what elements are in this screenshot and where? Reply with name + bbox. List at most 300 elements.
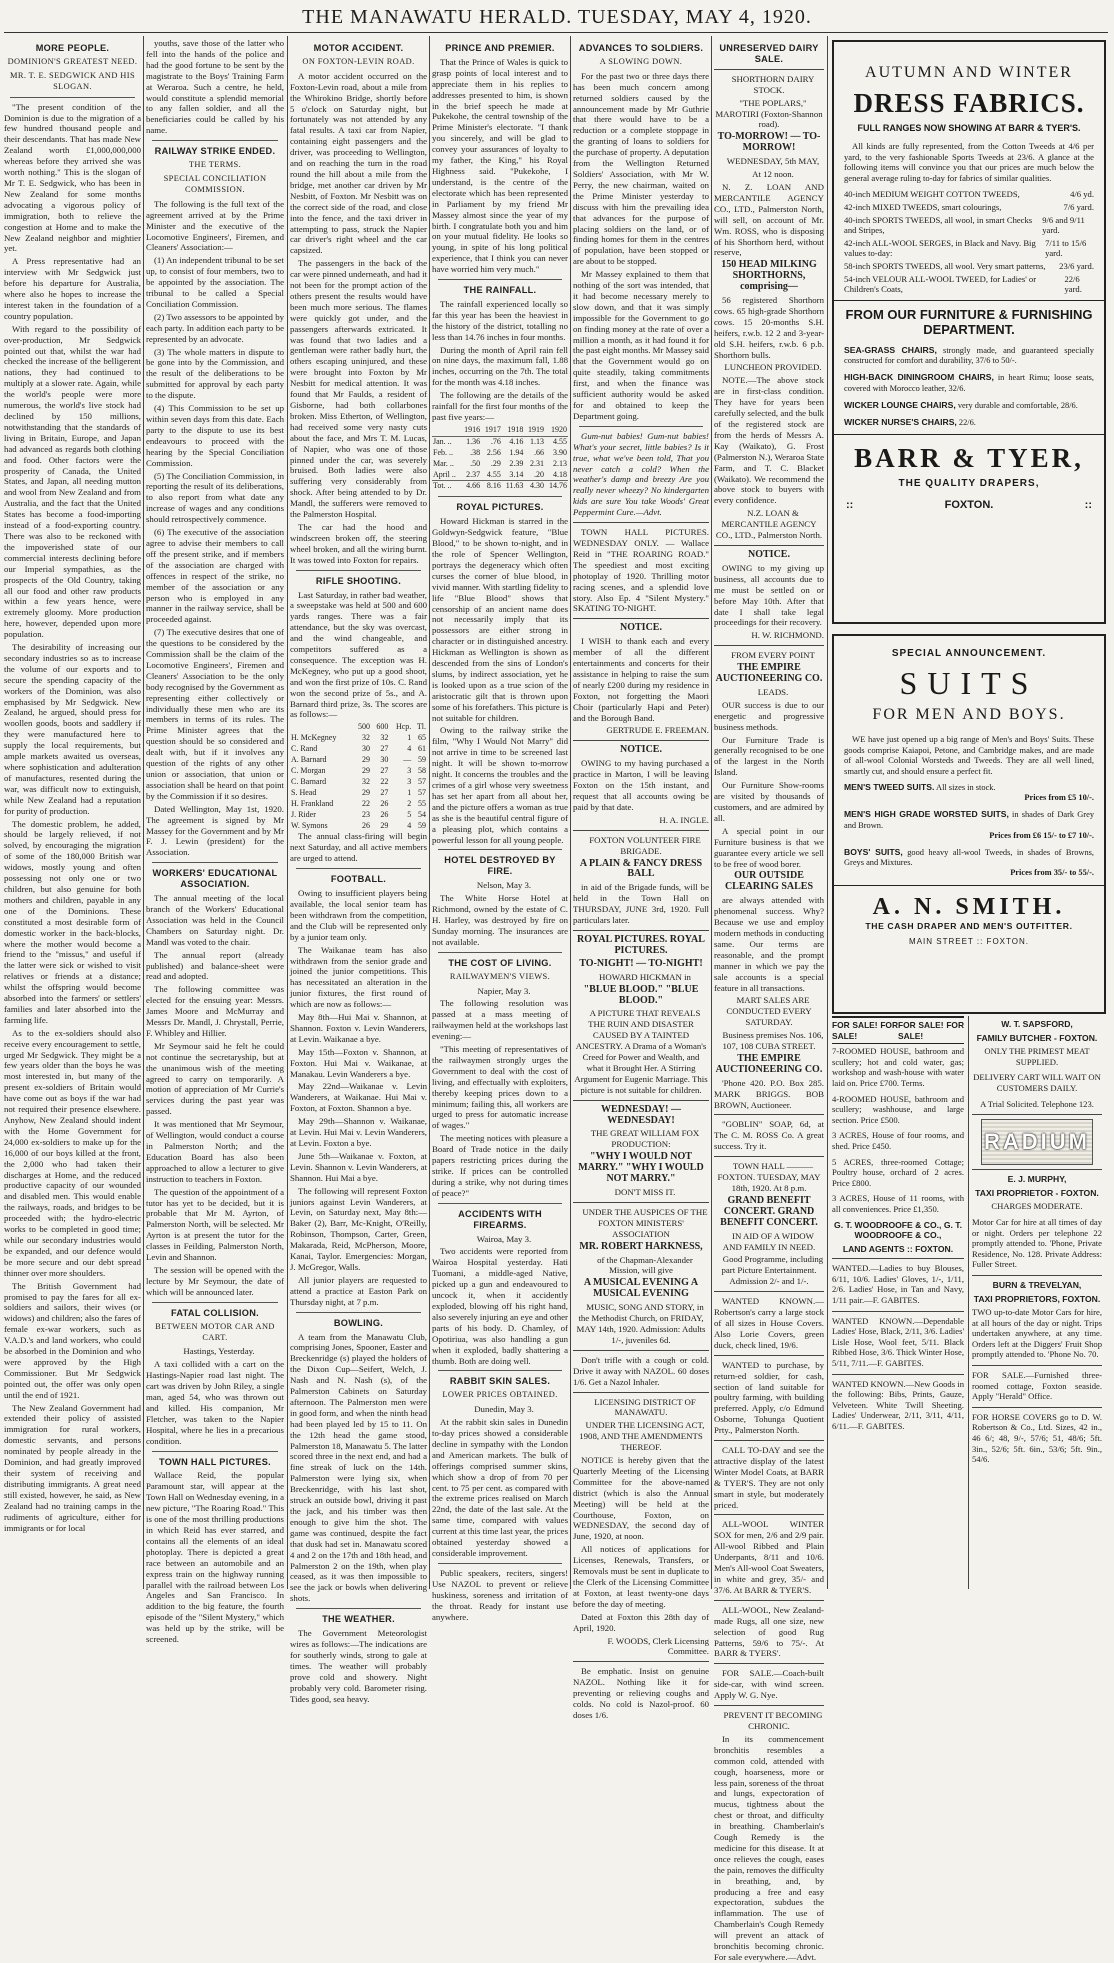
ad-headline: "BLUE BLOOD." "BLUE BLOOD.": [583, 983, 699, 1006]
paragraph: June 5th—Waikanae v. Foxton, at Levin. Shannon v. Levin Wanderers, at Shannon. Hui Mai a bye.: [290, 1150, 427, 1183]
notice-heading: NOTICE.: [620, 744, 662, 756]
price-value: 9/6 and 9/11 yard.: [1042, 215, 1085, 235]
column-divider: [429, 36, 430, 1589]
advertisement-verse: Gum-nut babies! Gum-nut babies! What's your secret, little babies? Is it true, what we've been told, That you never catch a cold? When the weather's damp and breezy Are you really never wheezy? No kindergarten kids are sure You take Woods' Great Peppermint Cure.—Advt.: [573, 430, 709, 518]
ad-headline: TO-NIGHT! — TO-NIGHT!: [579, 957, 703, 969]
ad-text: "THE POPLARS," MAROTIRI (Foxton-Shannon road).: [715, 97, 823, 130]
price-value: 23/6 yard.: [1059, 261, 1094, 271]
score-cell: 26: [380, 809, 389, 819]
ad-text: OUR success is due to our energetic and progressive business methods.: [714, 699, 824, 732]
rainfall-cell: Feb. ..: [433, 447, 453, 457]
ad-text: THE GREAT WILLIAM FOX PRODUCTION:: [590, 1128, 700, 1150]
ad-heading: SHORTHORN DAIRY STOCK.: [731, 73, 815, 95]
ad-text: 4-ROOMED HOUSE, bathroom and scullery; washhouse, and large section. Price £500.: [832, 1093, 964, 1125]
score-row: [290, 744, 427, 755]
article-headline: HOTEL DESTROYED BY FIRE.: [444, 855, 556, 877]
rainfall-cell: 3.90: [553, 447, 567, 457]
notice-subheading: UNDER THE LICENSING ACT, 1908, AND THE AMENDMENTS THEREOF.: [579, 1420, 705, 1453]
score-row: [290, 733, 427, 744]
column-4: [432, 38, 568, 1622]
ad-text: Our Furniture Show-rooms are visited by thousands of customers, and are admired by all.: [714, 780, 824, 823]
price-value: 7/11 to 15/6 yard.: [1045, 238, 1087, 258]
divider: [832, 1258, 964, 1259]
article-headline: RAILWAY STRIKE ENDED.: [154, 146, 276, 157]
divider: [152, 140, 278, 141]
rainfall-header-cell: 1919: [524, 425, 545, 436]
rainfall-header-cell: [432, 425, 461, 436]
divider: [834, 885, 1104, 886]
article-subhead: THE TERMS.: [188, 160, 242, 170]
ad-text: UNDER THE AUSPICES OF THE FOXTON MINISTERS' ASSOCIATION: [582, 1206, 708, 1239]
score-cell: 26: [361, 820, 370, 830]
score-cell: 32: [380, 733, 389, 743]
score-cell: 27: [380, 744, 389, 754]
divider: [972, 1407, 1102, 1408]
score-header-cell: [290, 722, 352, 733]
paragraph: The domestic problem, he added, should be largely relieved, if not solved, by encouraging the migration of some of the 180,000 British war widows, mostly young and often possessing not only one or two children, but also genuine for both mothers and children, payable in any one of the Dominions. These constituted a most desirable form of domestic worker in the back-blocks, where the mother would become a friend to the "missus," and useful if the latter were sick or wished to visit relatives or friends at a distance; whilst the offspring would become absorbed into the farmers' or settlers' families and later absorbed into the farming life.: [4, 818, 141, 1025]
ad-headline: 150 HEAD MILKING SHORTHORNS, comprising—: [721, 259, 817, 293]
divider: [438, 279, 562, 280]
score-cell: C. Barnard: [291, 776, 327, 786]
ad-text: DON'T MISS IT.: [614, 1187, 676, 1197]
ad-text: FOR HORSE COVERS go to D. W. Robertson & Co., Ltd. Sizes, 42 in., 46 6/; 48, 9/-, 57/6; 51, 48/6; 5ft. 3in., 52/6; 5ft. 6in., 53/6; 5ft. 9in., 54/6.: [972, 1411, 1102, 1465]
brand-tagline: THE QUALITY DRAPERS,: [898, 478, 1040, 490]
divider: [972, 1365, 1102, 1366]
column-2: [146, 38, 285, 1645]
ad-headline: MR. ROBERT HARKNESS,: [579, 1240, 703, 1252]
paragraph: (7) The executive desires that one of the questions to be considered by the Commission shall be the claim of the Locomotive Engineers', Firemen and Cleaners' Association to be the only body recognised by the Government as representing either collectively or individually these men who are its members in terms of its rules. The Prime Minister agrees that the question should be so considered and dealt with, but if it involves any question of the rights of any other union or association, that union or association shall be heard on that point by the Commission if it so desires.: [146, 627, 284, 801]
price-line: [834, 189, 1104, 199]
score-cell: W. Symons: [291, 820, 328, 830]
suit-price: Prices from 35/- to 55/-.: [1010, 868, 1094, 878]
ad-text: of the Chapman-Alexander Mission, will give: [597, 1254, 693, 1276]
paragraph: Two accidents were reported from Wairoa Hospital yesterday. Hati Tuomani, a middle-aged Native, picked up a gun and endeavoured to uncock it, when it accidently exploded, blowing off his right hand, also severely injuring an eye and other parts of his body. D. Chamley, of Opotiriua, was also handling a gun when it exploded, badly shattering a thumb. Both are doing well.: [432, 1246, 568, 1366]
paragraph: "This meeting of representatives of the railwaymen strongly urges the Government to deal with the cost of living, and effectually with exploiters, thereby keeping prices down to a minimum; failing this, all workers are urged to press for automatic increase of wages.": [432, 1044, 568, 1131]
rainfall-row: [432, 448, 568, 459]
ad-text: A special point in our Furniture business is that we guarantee every article we sell to be free of wood borer.: [714, 825, 824, 869]
ad-headline: E. J. MURPHY,: [1007, 1174, 1067, 1185]
divider: [714, 1705, 824, 1706]
article-subhead: MR. T. E. SEDGWICK AND HIS SLOGAN.: [9, 70, 135, 91]
article-headline: RABBIT SKIN SALES.: [449, 1376, 551, 1387]
paragraph: The desirability of increasing our secondary industries so as to increase the volume of our exports and to secure the spending capacity of the workers of the Dominion, was also emphasised by Mr Sedgwick. New Zealand, he argued, should press for woollen goods, boots and saddlery if they were manufactured here to supply the local requirements, but ample markets awaited us overseas, where sophistication and adulteration of manufactures, resented during the war, was difficult now to extinguish, while New Zealand had a reputation for purity of production.: [4, 642, 141, 816]
furniture-name: SEA-GRASS CHAIRS,: [844, 345, 937, 355]
ad-text: Be emphatic. Insist on genuine NAZOL. Nothing like it for preventing or relieving coughs and colds. No cold is Nazol-proof. 60 doses 1/6.: [573, 1666, 709, 1720]
divider: [579, 426, 703, 427]
ad-text: ALL-WOOL, New Zealand-made Rugs, all one size, new selection of good Rug Patterns, 59/6 to 75/-. At BARR & TYERS'.: [714, 1604, 824, 1659]
rainfall-cell: April ..: [433, 469, 456, 479]
furniture-item: [834, 400, 1104, 411]
paragraph: The following are the details of the rainfall for the first four months of the past five years:—: [432, 390, 568, 422]
column-1: [4, 38, 141, 1589]
ad-text: are always attended with phenomenal success. Why? Because we use and employ modern methods in conducting same. Our terms are reasonable, and the prompt manner in which we pay the sale accounts is a special feature in all transactions.: [714, 895, 824, 993]
price-value: 4/6 yd.: [1070, 189, 1094, 199]
paragraph: May 8th—Hui Mai v. Shannon, at Shannon. Foxton v. Levin Wanderers, at Levin. Waikanae a bye.: [290, 1012, 427, 1044]
score-cell: 27: [380, 787, 389, 797]
agent-name: G. T. WOODROOFE & CO., G. T. WOODROOFE & CO.,: [834, 1219, 962, 1241]
paragraph: The following resolution was passed at a mass meeting of railwaymen held at the workshops last evening:—: [432, 998, 568, 1042]
divider: [296, 570, 421, 571]
rainfall-body: [432, 436, 568, 481]
furniture-desc: in heart Rimu; loose seats, covered with Morocco leather, 32/6.: [844, 373, 1094, 393]
suit-name: MEN'S TWEED SUITS.: [844, 782, 935, 792]
score-row: [290, 799, 427, 810]
divider: [714, 1514, 824, 1515]
paragraph: The rainfall experienced locally so far this year has been the heaviest in the history of the district, totalling no less than 14.76 inches in four months.: [432, 298, 568, 342]
score-cell: 3: [407, 776, 412, 786]
ad-text: ALL-WOOL WINTER SOX for men, 2/6 and 2/9 pair. All-wool Ribbed and Plain Underpants, 8/11 and 10/6. Men's All-wool Coat Sweaters, in white and grey, 35/- and 37/6. At BARR & TYER'S.: [714, 1519, 824, 1595]
score-cell: J. Rider: [291, 809, 316, 819]
brand-footer: [834, 493, 1104, 517]
suit-name: BOYS' SUITS,: [844, 847, 903, 858]
suit-price: Prices from £6 15/- to £7 10/-.: [989, 830, 1094, 840]
paragraph: Mr Massey explained to them that nothing of the sort was intended, that it had become necessary merely to slow down, and that it was simply impossible for the Government to go on finding money at the rate of over a million a month, as it had found it for the past eight months. Mr Massey said that the Government would go on quite steadily, taking commitments first, and when the finance was sufficient authority would be asked for and obtained to keep the Department going.: [573, 269, 709, 421]
column-divider: [827, 36, 828, 1589]
ad-text: Good Programme, including part Picture Entertainment. Admission 2/- and 1/-.: [721, 1254, 824, 1287]
dateline: Napier, May 3.: [477, 985, 531, 996]
notice-signature: GERTRUDE E. FREEMAN.: [606, 725, 709, 736]
ad-heading: LEADS.: [757, 686, 789, 697]
column-5: [573, 38, 709, 1720]
score-cell: 29: [361, 787, 370, 797]
score-cell: 54: [418, 809, 426, 819]
paragraph: The following is the full text of the agreement arrived at by the Prime Minister and the executive of the Locomotive Engineers', Firemen, and Cleaners' Association:—: [146, 198, 284, 253]
small-ads-left: [832, 1016, 964, 1589]
ad-heading: PREVENT IT BECOMING CHRONIC.: [723, 1710, 823, 1731]
paragraph: (2) Two assessors to be appointed by each party. In addition each party to be represented by an advocate.: [146, 311, 284, 344]
ad-heading: FOXTON VOLUNTEER FIRE BRIGADE.: [589, 834, 701, 856]
score-row: [290, 777, 427, 788]
advertisement-text: TOWN HALL PICTURES. WEDNESDAY ONLY. — Wallace Reid in "THE ROARING ROAD." The speediest and most exciting photoplay of 1920. Thrilling motor racing scenes, and a splendid love story. Also Ep. 4 "Silent Mystery." SKATING TO-NIGHT.: [573, 527, 709, 614]
score-body: [290, 733, 427, 831]
rainfall-cell: 4.55: [553, 436, 567, 446]
dateline: Wairoa, May 3.: [476, 1233, 532, 1244]
masthead: THE MANAWATU HERALD. TUESDAY, MAY 4, 1920.: [302, 6, 812, 28]
ad-text: DELIVERY CART WILL WAIT ON CUSTOMERS DAILY.: [973, 1072, 1101, 1093]
column-divider: [711, 36, 712, 1589]
rainfall-cell: 3.14: [509, 469, 524, 479]
score-cell: S. Head: [291, 787, 317, 797]
rainfall-cell: .66: [534, 447, 545, 457]
score-cell: 29: [361, 766, 370, 775]
price-item: 58-inch SPORTS TWEEDS, all wool. Very smart patterns,: [844, 261, 1046, 271]
article-headline: THE RAINFALL.: [463, 285, 537, 296]
paragraph: A team from the Manawatu Club, comprising Jones, Spooner, Easter and Breckenridge (s) played the holders of the Dixon Cup—Seifert, Welch, J. Nash and N. Nash (s), of the Palmerston Cabinets on Saturday afternoon. The Palmerston men were in good form, and when the ninth head had been played led by 15 to 11. On the 12th head the game stood, Palmerston 18, Manawatu 5. The latter scored three in the next end, and had a fine streak of luck on the 14th. Palmerston were lying six, when Breckenridge, with his last shot, struck an outside bowl, driving it past the jack, and his timber was then enough to give him the shot. The game was continued, despite the fact that dusk had set in. Manawatu scored 4 and 2 on the 17th and 18th head, and Palmerston 2 on the 19th, when play ceased, as it was then impossible to see the jack or bowls when delivering shots.: [290, 1331, 427, 1604]
ad-headline: WEDNESDAY! — WEDNESDAY!: [601, 1103, 681, 1126]
divider: [714, 1663, 824, 1664]
notice-text: OWING to my giving up business, all accounts due to me must be settled on or before May 10th. After that date I shall take legal proceedings for their recovery.: [714, 562, 824, 628]
suit-item: [834, 782, 1104, 803]
notice-heading: NOTICE.: [620, 622, 662, 634]
ad-text: LUNCHEON PROVIDED.: [724, 362, 822, 373]
rainfall-cell: Mar. ..: [433, 458, 454, 468]
ad-text: 3 ACRES, House of four rooms, and shed. Price £450.: [832, 1130, 964, 1151]
divider: [152, 862, 278, 863]
price-list: [834, 189, 1104, 294]
paragraph: May 29th—Shannon v. Waikanae, at Levin. Hui Mai v. Levin Wanderers, at Levin. Foxton a bye.: [290, 1116, 427, 1148]
article-subhead: A SLOWING DOWN.: [599, 56, 683, 66]
score-cell: 22: [361, 798, 370, 808]
divider: [573, 1350, 709, 1351]
suit-item: [834, 809, 1104, 841]
ad-subheadline: TAXI PROPRIETORS, FOXTON.: [973, 1293, 1101, 1304]
article-headline: ADVANCES TO SOLDIERS.: [578, 43, 704, 53]
rainfall-header-row: [432, 425, 568, 436]
article-headline: TOWN HALL PICTURES.: [158, 1456, 272, 1467]
score-cell: 1: [407, 733, 412, 743]
ad-text: CALL TO-DAY and see the attractive display of the latest Winter Model Coats, at BARR & TYER'S. They are not only smart in style, but moderately priced.: [714, 1445, 824, 1510]
article-headline: RIFLE SHOOTING.: [315, 575, 402, 586]
divider: [972, 1169, 1102, 1170]
column-6: [714, 38, 825, 1962]
ad-intro-text: WE have just opened up a big range of Men's and Boys' Suits. These goods comprise Kaiapoi, Petone, and Cambridge makes, and are made of all-wool Colonial Worsteds and Tweeds. They are all well lined, smartly cut, and should ensure a perfect fit.: [844, 734, 1094, 776]
dateline: Nelson, May 3.: [476, 880, 532, 891]
ad-signature: N.Z. LOAN & MERCANTILE AGENCY CO., LTD., Palmerston North.: [715, 508, 823, 541]
notice-text: OWING to my having purchased a practice in Marton, I will be leaving Foxton on the 15th instant, and request that all accounts owing be paid by that date.: [573, 758, 709, 812]
divider: [573, 618, 709, 619]
furniture-desc: very durable and comfortable, 28/6.: [955, 400, 1078, 410]
ad-subheadline: FAMILY BUTCHER - FOXTON.: [976, 1032, 1098, 1043]
ad-tagline: FULL RANGES NOW SHOWING AT BARR & TYER'S.: [857, 123, 1081, 133]
score-cell: 29: [361, 755, 370, 765]
brand-name: BARR & TYER,: [854, 443, 1084, 474]
furniture-name: WICKER LOUNGE CHAIRS,: [844, 399, 956, 410]
agent-place: LAND AGENTS :: FOXTON.: [842, 1243, 954, 1254]
ad-text: FOR SALE.—Coach-built side-car, with wind screen. Apply W. G. Nye.: [714, 1668, 824, 1701]
paragraph: The following will represent Foxton juniors against Levin Wanderers, at Levin, on Saturday next, May 8th:—Baker (2), Barr, Mc-Knight, O'Reilly, Robinson, Thompson, Carter, Green, Makarada, Reid, McPherson, Moore, Kanai, Taylor. Emergencies: Morgan, J. McGregor, Walls.: [290, 1185, 427, 1272]
furniture-item: [834, 417, 1104, 428]
article-subhead: BETWEEN MOTOR CAR AND CART.: [155, 1321, 275, 1342]
score-header-row: [290, 722, 427, 733]
divider: [972, 1275, 1102, 1276]
brand-place: FOXTON.: [944, 499, 994, 512]
rainfall-cell: 2.13: [553, 458, 567, 468]
price-line: [834, 274, 1104, 294]
paragraph: All junior players are requested to attend a practice at Easton Park on Thursday night, at 7 p.m.: [290, 1274, 427, 1307]
paragraph: The annual report (already published) and balance-sheet were read and adopted.: [146, 949, 284, 982]
rainfall-cell: 2.31: [530, 458, 545, 468]
divider: [573, 1661, 709, 1662]
paragraph: May 15th—Foxton v. Shannon, at Foxton. Hui Mai v. Waikanae, at Manakau. Levin Wanderers a bye.: [290, 1046, 427, 1079]
article-subhead: LOWER PRICES OBTAINED.: [442, 1390, 558, 1400]
suit-desc: in shades of Dark Grey and Brown.: [844, 810, 1095, 830]
divider: [573, 1202, 709, 1203]
divider: [714, 1440, 824, 1441]
paragraph: (1) An independent tribunal to be set up, to consist of four members, two to be appointed by the association. The tribunal to be called a Special Conciliation Commission.: [146, 255, 284, 309]
score-cell: 3: [407, 766, 412, 775]
ad-heading: FROM EVERY POINT: [731, 650, 815, 661]
ad-text: MART SALES ARE CONDUCTED EVERY SATURDAY.: [726, 995, 812, 1028]
divider: [714, 1114, 824, 1115]
ad-text: Don't trifle with a cough or cold. Drive it away with NAZOL. 60 doses 1/6. Get a Nazol Inhaler.: [573, 1354, 709, 1387]
ad-text: 5 ACRES, three-roomed Cottage; Poultry house, orchard of 2 acres. Price £800.: [832, 1156, 964, 1188]
ad-headline: "WHY I WOULD NOT MARRY." "WHY I WOULD NOT MARRY.": [578, 1151, 704, 1185]
ad-text: WANTED.—Ladies to buy Blouses, 6/11, 10/6. Ladies' Gloves, 1/-, 1/11, 2/6. Ladies' Hose, in Tan and Navy, 1/11 pair.—F. GABITES.: [832, 1263, 964, 1306]
score-cell: H. Frankland: [291, 798, 334, 808]
for-sale-label: FOR SALE! FOR SALE!: [898, 1020, 964, 1041]
brand-tagline: THE CASH DRAPER AND MEN'S OUTFITTER.: [865, 920, 1073, 931]
divider: [296, 1608, 421, 1609]
paragraph: The New Zealand Government had extended their policy of assisted immigration for rural workers, domestic servants, and persons nominated by people already in the Dominion, and had greatly improved their system of receiving and distributing immigrants. A great need still existed, however, he said, as New Zealand had no training camps in the rudiments of agriculture, either for immigrants or for local: [4, 1402, 141, 1533]
divider: [573, 930, 709, 931]
ad-text: WANTED KNOWN.—Robertson's carry a large stock of all sizes in House Covers. Also Lorie Covers, green duck, check lined, 19/6.: [714, 1296, 824, 1350]
ad-intro: [834, 141, 1104, 183]
ad-headline: A PLAIN & FANCY DRESS BALL: [579, 857, 703, 880]
score-cell: 2: [407, 798, 412, 808]
rainfall-header-cell: 1920: [545, 425, 568, 436]
paragraph: At the rabbit skin sales in Dunedin to-day prices showed a considerable decline in sympathy with the London and American markets. The bulk of offerings comprised summer skins, which show a drop of from 70 per cent. to 75 per cent. as compared with the extreme prices realised on March 22nd, the date of the last sale. At the same time, compared with values current at this time last year, the prices obtained yesterday showed a considerable improvement.: [432, 1417, 568, 1558]
furniture-name: HIGH-BACK DININGROOM CHAIRS,: [844, 372, 994, 383]
article-headline: WORKERS' EDUCATIONAL ASSOCIATION.: [152, 868, 278, 890]
divider: [438, 1203, 562, 1204]
ad-title: FOR MEN AND BOYS.: [872, 706, 1066, 723]
divider: [573, 1392, 709, 1393]
score-cell: 23: [361, 809, 370, 819]
article-headline: ACCIDENTS WITH FIREARMS.: [458, 1208, 542, 1230]
score-cell: C. Rand: [291, 744, 318, 754]
notice-text: I WISH to thank each and every member of all the different entertainments and concerts for their assistance in helping to raise the sum of nearly £200 during my residence in Foxton, not forgetting the Maori Choir (particularly Hapi and Peter) and the Borough Band.: [573, 636, 709, 723]
score-cell: 1: [407, 787, 412, 797]
rainfall-cell: 1.36: [466, 436, 481, 446]
rainfall-header-cell: 1917: [481, 425, 502, 436]
ad-text: WEDNESDAY, 5th MAY,: [726, 156, 820, 167]
ad-title-main: SUITS: [899, 665, 1039, 701]
ad-intro-text: All kinds are fully represented, from the Cotton Tweeds at 4/6 per yard, to the very fashionable Sports Tweeds at 23/6. A glance at the following items will convince you that our prices are much below the general average ruling to-day for fabrics of similar qualities.: [844, 141, 1094, 183]
score-header-cell: Tl.: [416, 722, 426, 732]
score-cell: 30: [380, 755, 389, 765]
rainfall-cell: 4.55: [486, 469, 501, 479]
article-headline: MOTOR ACCIDENT.: [313, 43, 404, 53]
price-line: [834, 261, 1104, 271]
rainfall-table: [432, 425, 568, 492]
ad-text: NOTE.—The above stock are in first-class condition. They have for years been carefully selected, and the bulk of the registered stock are from the herds of Messrs A. Kay (Waikato), G. Frost (Palmerston N.), Weraroa State Farm, and T. C. Blacket (Waikato). We recommend the above stock to buyers with every confidence.: [714, 375, 824, 506]
score-cell: 4: [407, 820, 412, 830]
rainfall-cell: .50: [470, 458, 481, 468]
column-divider: [287, 36, 288, 1589]
ad-text: 56 registered Shorthorn cows. 65 high-grade Shorthorn cows. 15 20-months S.H. heifers, r.w.b. 12 2 and 3-year-old S.H. heifers, r.w.b. 6 p.b. Shorthorn bulls.: [714, 295, 824, 360]
rainfall-cell: 1.13: [530, 436, 545, 446]
paragraph: Public speakers, reciters, singers! Use NAZOL to prevent or relieve huskiness, soreness and irritation of the throat. Ready for instant use anywhere.: [432, 1567, 568, 1622]
ad-text: A Trial Solicited. Telephone 123.: [980, 1098, 1094, 1109]
paragraph: youths, save those of the latter who fell into the hands of the police and had the good fortune to be sent by the magistrate to the Boys' Training Farm at Weraroa. Such a centre, he held, would constitute a splendid memorial to any fallen soldier, and all the beneficiaries could be called by his name.: [146, 38, 284, 136]
price-item: 40-inch MEDIUM WEIGHT COTTON TWEEDS,: [844, 189, 1020, 199]
suit-list: [834, 782, 1104, 879]
paragraph: The meeting notices with pleasure a Board of Trade notice in the daily papers restricting prices during the strike. If prices can be controlled during a strike, why not during times of peace?": [432, 1133, 568, 1198]
score-cell: 26: [380, 798, 389, 808]
article-headline: FATAL COLLISION.: [171, 1307, 259, 1318]
suit-name: MEN'S HIGH GRADE WORSTED SUITS,: [844, 809, 1009, 820]
paragraph: That the Prince of Wales is quick to grasp points of local interest and to appreciate them in his replies to addresses presented to him, is shown in the brief speech he made at Pukekohe, the central township of the Prime Minister's electorate. "I thank you sincerely, and will be glad to convey your assurances of loyalty to my father, the King," his Royal Highness said. "Pukekohe, I understand, is the centre of the electorate which has been represented in Parliament by my friend Mr Massey almost since the year of my birth. I congratulate both you and him on your mutual fidelity. He looks so young, in spite of his long political experience, that I think you can never have worried him very much.": [432, 56, 568, 275]
ad-text: Our Furniture Trade is generally recognised to be one of the largest in the North Island.: [714, 734, 824, 778]
divider: [832, 1311, 964, 1312]
divider: [438, 1563, 562, 1564]
ad-headline: THE EMPIRE AUCTIONEERING CO.: [715, 662, 823, 685]
ad-text: HOWARD HICKMAN in: [599, 971, 691, 982]
rainfall-row: [432, 436, 568, 447]
ad-headline: OUR OUTSIDE CLEARING SALES: [724, 870, 814, 893]
column-divider: [570, 36, 571, 1589]
ad-text: MUSIC, SONG AND STORY, in the Methodist Church, on FRIDAY, MAY 14th, 1920. Admission: Adults 1/-, juveniles 6d.: [576, 1302, 706, 1345]
article-subhead: ON FOXTON-LEVIN ROAD.: [302, 56, 415, 66]
notice-signature: H. W. RICHMOND.: [751, 630, 824, 641]
ad-headline: GRAND BENEFIT CONCERT. GRAND BENEFIT CONCERT.: [720, 1194, 818, 1228]
divider: [438, 849, 562, 850]
paragraph: The Government Meteorologist wires as follows:—The indications are for southerly winds, strong to gale at times. The weather will probably prove cold and showery. Night probably very cold. Barometer rising. Tides good, sea heavy.: [290, 1628, 427, 1704]
rainfall-header-cell: 1916: [461, 425, 482, 436]
rainfall-total-row: [432, 481, 568, 492]
paragraph: Mr Seymour said he felt he could not continue the secretaryship, but at the unanimous wish of the meeting agreed to carry on temporarily. A motion of appreciation of Mr Currie's services during the past year was passed.: [146, 1040, 284, 1117]
ad-text: 'Phone 420. P.O. Box 285. MARK BRIGGS. BOB BROWN, Auctioneer.: [714, 1077, 824, 1110]
ad-text: TOWN HALL ——— FOXTON. TUESDAY, MAY 18th, 1920. At 8 p.m.: [717, 1161, 821, 1193]
furniture-name: WICKER NURSE'S CHAIRS,: [844, 417, 957, 428]
paragraph: (5) The Conciliation Commission, in reporting the result of its deliberations, to also report from what date any increase of wages and any conditions should retrospectively commence.: [146, 470, 284, 525]
paragraph: The annual meeting of the local branch of the Workers' Educational Association was held in the Council Chambers on Saturday night. Dr. Mandl was voted to the chair.: [146, 893, 284, 947]
furniture-desc: strongly made, and guaranteed specially constructed for comfort and durability, 37/6 to 50/-.: [844, 346, 1094, 366]
paragraph: The session will be opened with the lecture by Mr Seymour, the date of which will be announced later.: [146, 1264, 284, 1297]
score-cell: 57: [418, 776, 426, 786]
rainfall-cell: 2.39: [509, 458, 524, 468]
ad-text: IN AID OF A WIDOW AND FAMILY IN NEED.: [722, 1230, 816, 1252]
paragraph: May 22nd—Waikanae v. Levin Wanderers, at Waikanae. Hui Mai v. Foxton, at Foxton. Shannon a bye.: [290, 1081, 427, 1114]
score-table: [290, 722, 427, 831]
divider: [834, 434, 1104, 435]
article-headline: THE WEATHER.: [322, 1614, 395, 1625]
ad-headline: A MUSICAL EVENING A MUSICAL EVENING: [583, 1277, 699, 1300]
score-cell: 59: [418, 755, 426, 765]
divider: [438, 1370, 562, 1371]
ad-headline: BURN & TREVELYAN,: [992, 1279, 1082, 1290]
score-cell: 27: [380, 766, 389, 775]
paragraph: The passengers in the back of the car were pinned underneath, and had it not been for the prompt action of the others present the results would have been much more serious. The flames were quickly got under, and the passengers afterwards extricated. It was found that two ladies and a gentleman were rather badly hurt, the others escaping uninjured, and these were brought into Foxton by Mr Nesbitt for medical attention. It was found that Mr Faulds, a resident of Gisborne, had both collarbones broken. Miss Etherton, of Wellington, had received some very nasty cuts about the face, and Mrs T. M. Lucas, of Napier, who was one of those pinned under the car, was severely bruised. Both ladies were also suffering very considerably from shock. After being attended to by Dr. Mandl, the sufferers were removed to the Palmerston Hospital.: [290, 258, 427, 520]
score-row: [290, 755, 427, 766]
rainfall-cell: .38: [470, 447, 481, 457]
suit-desc: good heavy all-wool Tweeds, in shades of Browns, Greys and Mixtures.: [844, 848, 1095, 868]
paragraph: Wallace Reid, the popular Paramount star, will appear at the Town Hall on Wednesday evening, in a new picture, "The Roaring Road." This is one of the most thrilling productions in which Reid has ever starred, and contains all the elements of an ideal photoplay. There is depicted a great race between an automobile and an express train on the highway running parallel with the railroad between Los Angeles and San Francisco. In addition to the big feature, the fourth episode of the "Silent Mystery," which was held up by the strike, will be screened.: [146, 1470, 285, 1645]
divider: [714, 69, 824, 70]
paragraph: "The present condition of the Dominion is due to the migration of a few hundred thousand people and their descendants. That has made New Zealand worth £1,000,000,000 whereas before they arrived she was worth nothing." This is the slogan of Mr T. E. Sedgwick, who has been in New Zealand for some months advocating a vigorous policy of immigration, both to relieve the congestion at Home and to make the New Zealand neighbor and mightier yet.: [4, 101, 141, 254]
score-cell: 32: [361, 733, 370, 743]
divider: [573, 522, 709, 523]
divider: [972, 1114, 1102, 1115]
ad-text: ONLY THE PRIMEST MEAT SUPPLIED.: [984, 1046, 1090, 1067]
divider: [714, 645, 824, 646]
ad-title-main: DRESS FABRICS.: [853, 88, 1085, 118]
paragraph: The Waikanae team has also withdrawn from the senior grade and joined the junior competitions. This has necessitated an alteration in the junior fixtures, the first round of which are now as follows:—: [290, 944, 427, 1010]
furniture-desc: 22/6.: [956, 418, 976, 428]
price-item: 42-inch ALL-WOOL SERGES, in Black and Navy. Big values to-day:: [844, 238, 1036, 258]
score-cell: 59: [418, 820, 426, 830]
score-row: [290, 788, 427, 799]
price-item: 54-inch VELOUR ALL-WOOL TWEED, for Ladies' or Children's Coats,: [844, 274, 1037, 294]
paragraph: Owing to the railway strike the film, "Why I Would Not Marry" did not arrive in time to be screened last night. It will be shown to-morrow night. It concerns the troubles and the crimes of a girl whose very sweetness has set her apart from all about her, and the picture offers a woman as true as she is the beautiful central figure of a pleasing plot, which contains a powerful lesson for all young people.: [432, 725, 568, 845]
ad-text: FOR SALE.—Furnished three-roomed cottage, Foxton seaside. Apply "Herald" Office.: [972, 1370, 1102, 1402]
score-cell: A. Barnard: [291, 755, 327, 765]
score-cell: 55: [418, 798, 426, 808]
article-headline: MORE PEOPLE.: [35, 43, 110, 53]
score-header-cell: 500: [357, 722, 370, 732]
score-cell: 61: [418, 744, 426, 754]
divider: [438, 952, 562, 953]
divider: [152, 1451, 278, 1452]
notice-text: All notices of applications for Licenses, Renewals, Transfers, or Removals must be sent in duplicate to the Clerk of the Licensing Committee at Foxton, at least twenty-one days before the day of meeting.: [573, 1544, 709, 1609]
score-header-cell: 600: [376, 722, 389, 732]
divider: [714, 1291, 824, 1292]
ad-text: CHARGES MODERATE.: [991, 1201, 1083, 1212]
paragraph: For the past two or three days there has been much concern among returned soldiers caused by the announcement made by Mr Guthrie that there would have to be a reduction or a complete stoppage in the granting of loans to soldiers for the purchase of property. A deputation from the Wellington Returned Soldiers' Association, with Mr W. Perry, the new chairman, waited on the Prime Minister yesterday to discuss with him the prevailing idea that advances for the purpose of placing soldiers on the land, or of finding homes for them in the centres of population, have been stopped or are about to be stopped.: [573, 70, 709, 267]
rainfall-row: [432, 470, 568, 481]
ad-headline: UNRESERVED DAIRY SALE.: [719, 43, 819, 64]
ad-kicker: SPECIAL ANNOUNCEMENT.: [891, 648, 1047, 659]
